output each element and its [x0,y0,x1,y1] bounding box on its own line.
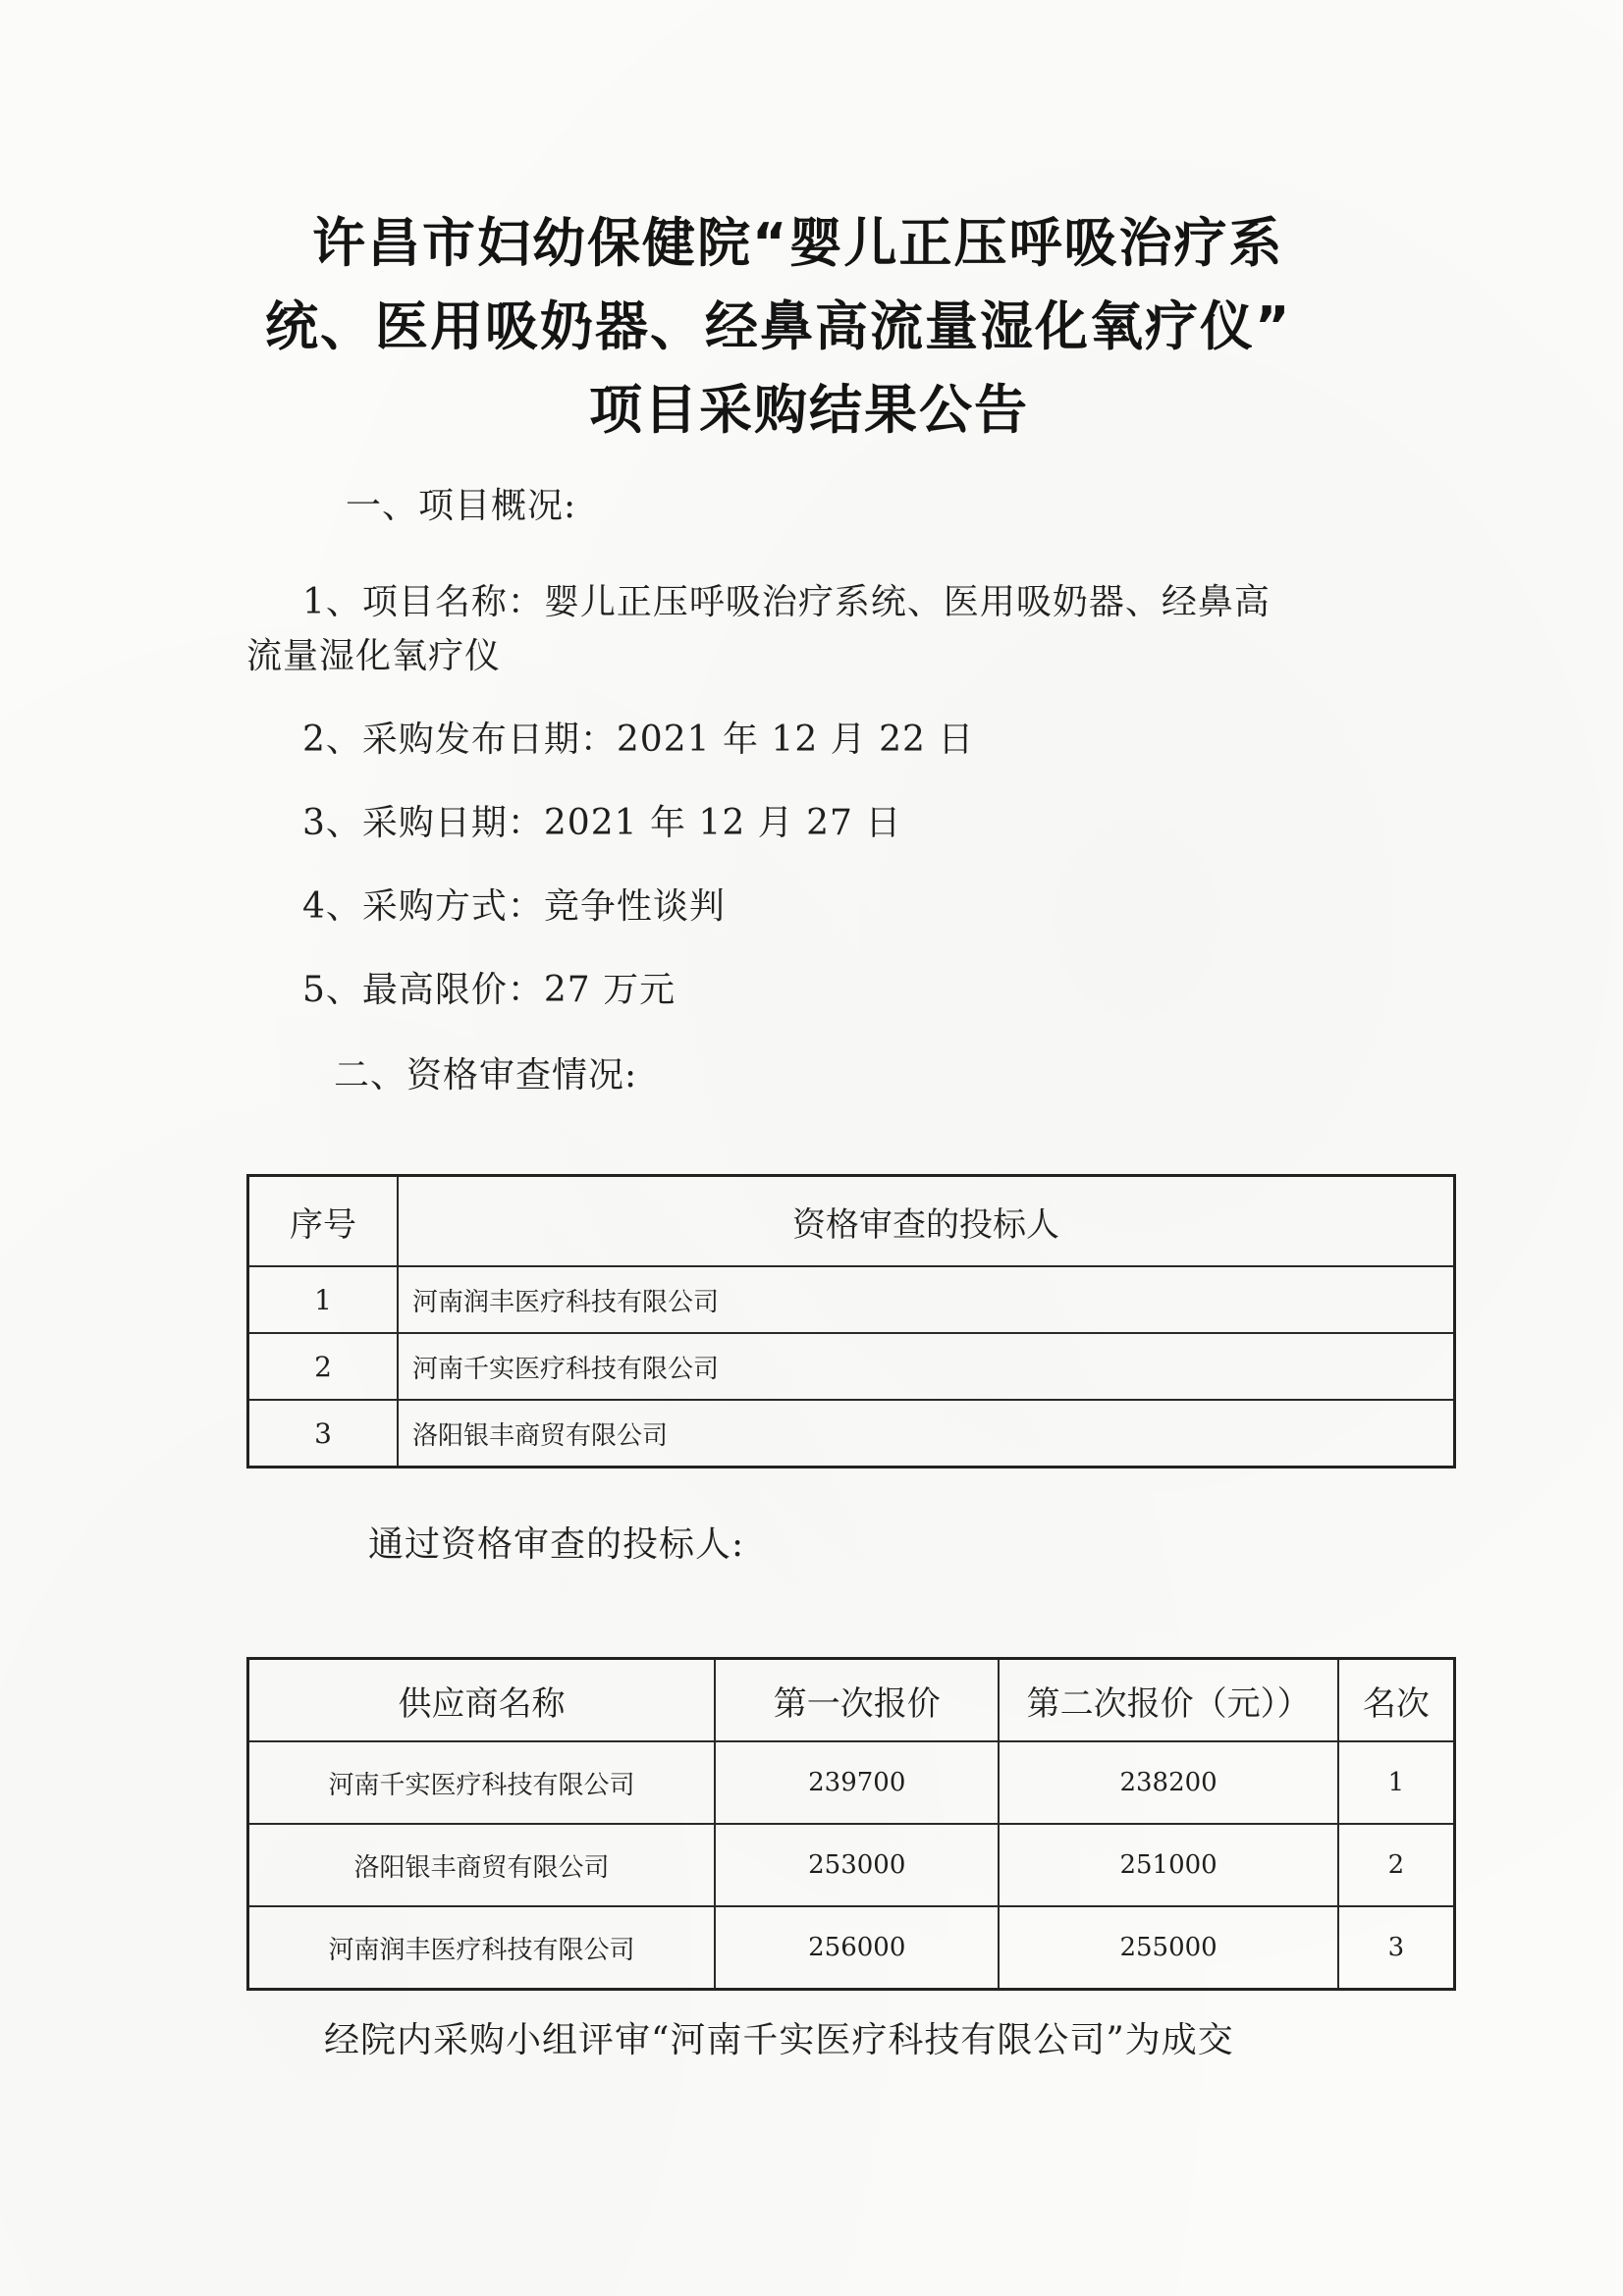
passed-bidders-heading: 通过资格审查的投标人: [368,1524,745,1565]
table-header-row [248,1659,1455,1742]
rank: 2 [1338,1824,1455,1906]
first-quote: 239700 [715,1741,999,1824]
row-bidder: 河南润丰医疗科技有限公司 [398,1266,1455,1333]
table-row [248,1266,1455,1333]
table-row [248,1824,1455,1906]
max-price: 5、最高限价：27 万元 [302,970,676,1010]
row-bidder: 河南千实医疗科技有限公司 [398,1333,1455,1400]
header-supplier: 供应商名称 [248,1659,716,1742]
quotation-ranking-table [246,1657,1456,1991]
header-first-quote: 第一次报价 [715,1659,999,1742]
table-row [248,1741,1455,1824]
table-row [248,1906,1455,1990]
header-serial: 序号 [248,1176,399,1267]
row-serial: 2 [248,1333,399,1400]
supplier-name: 河南润丰医疗科技有限公司 [248,1906,716,1990]
qualification-review-table [246,1174,1456,1468]
section-1-heading: 一、项目概况: [346,486,577,526]
supplier-name: 洛阳银丰商贸有限公司 [248,1824,716,1906]
project-name-line-1: 1、项目名称：婴儿正压呼吸治疗系统、医用吸奶器、经鼻高 [302,582,1271,622]
publish-date: 2、采购发布日期：2021 年 12 月 22 日 [302,720,975,760]
rank: 1 [1338,1741,1455,1824]
header-rank: 名次 [1338,1659,1455,1742]
document-title-line-1: 许昌市妇幼保健院“婴儿正压呼吸治疗系 [312,212,1284,274]
document-title-line-3: 项目采购结果公告 [589,379,1029,441]
procurement-date: 3、采购日期：2021 年 12 月 27 日 [302,803,902,843]
header-second-quote: 第二次报价（元）） [999,1659,1337,1742]
table-row [248,1400,1455,1468]
second-quote: 255000 [999,1906,1337,1990]
document-title-line-2: 统、医用吸奶器、经鼻高流量湿化氧疗仪” [265,295,1292,357]
rank: 3 [1338,1906,1455,1990]
first-quote: 253000 [715,1824,999,1906]
supplier-name: 河南千实医疗科技有限公司 [248,1741,716,1824]
row-bidder: 洛阳银丰商贸有限公司 [398,1400,1455,1468]
section-2-heading: 二、资格审查情况: [334,1055,638,1095]
row-serial: 3 [248,1400,399,1468]
second-quote: 251000 [999,1824,1337,1906]
procurement-method: 4、采购方式：竞争性谈判 [302,886,726,927]
second-quote: 238200 [999,1741,1337,1824]
row-serial: 1 [248,1266,399,1333]
conclusion-text: 经院内采购小组评审“河南千实医疗科技有限公司”为成交 [324,2020,1234,2060]
project-name-line-2: 流量湿化氧疗仪 [246,636,502,676]
header-bidder: 资格审查的投标人 [398,1176,1455,1267]
table-row [248,1333,1455,1400]
first-quote: 256000 [715,1906,999,1990]
table-header-row [248,1176,1455,1267]
